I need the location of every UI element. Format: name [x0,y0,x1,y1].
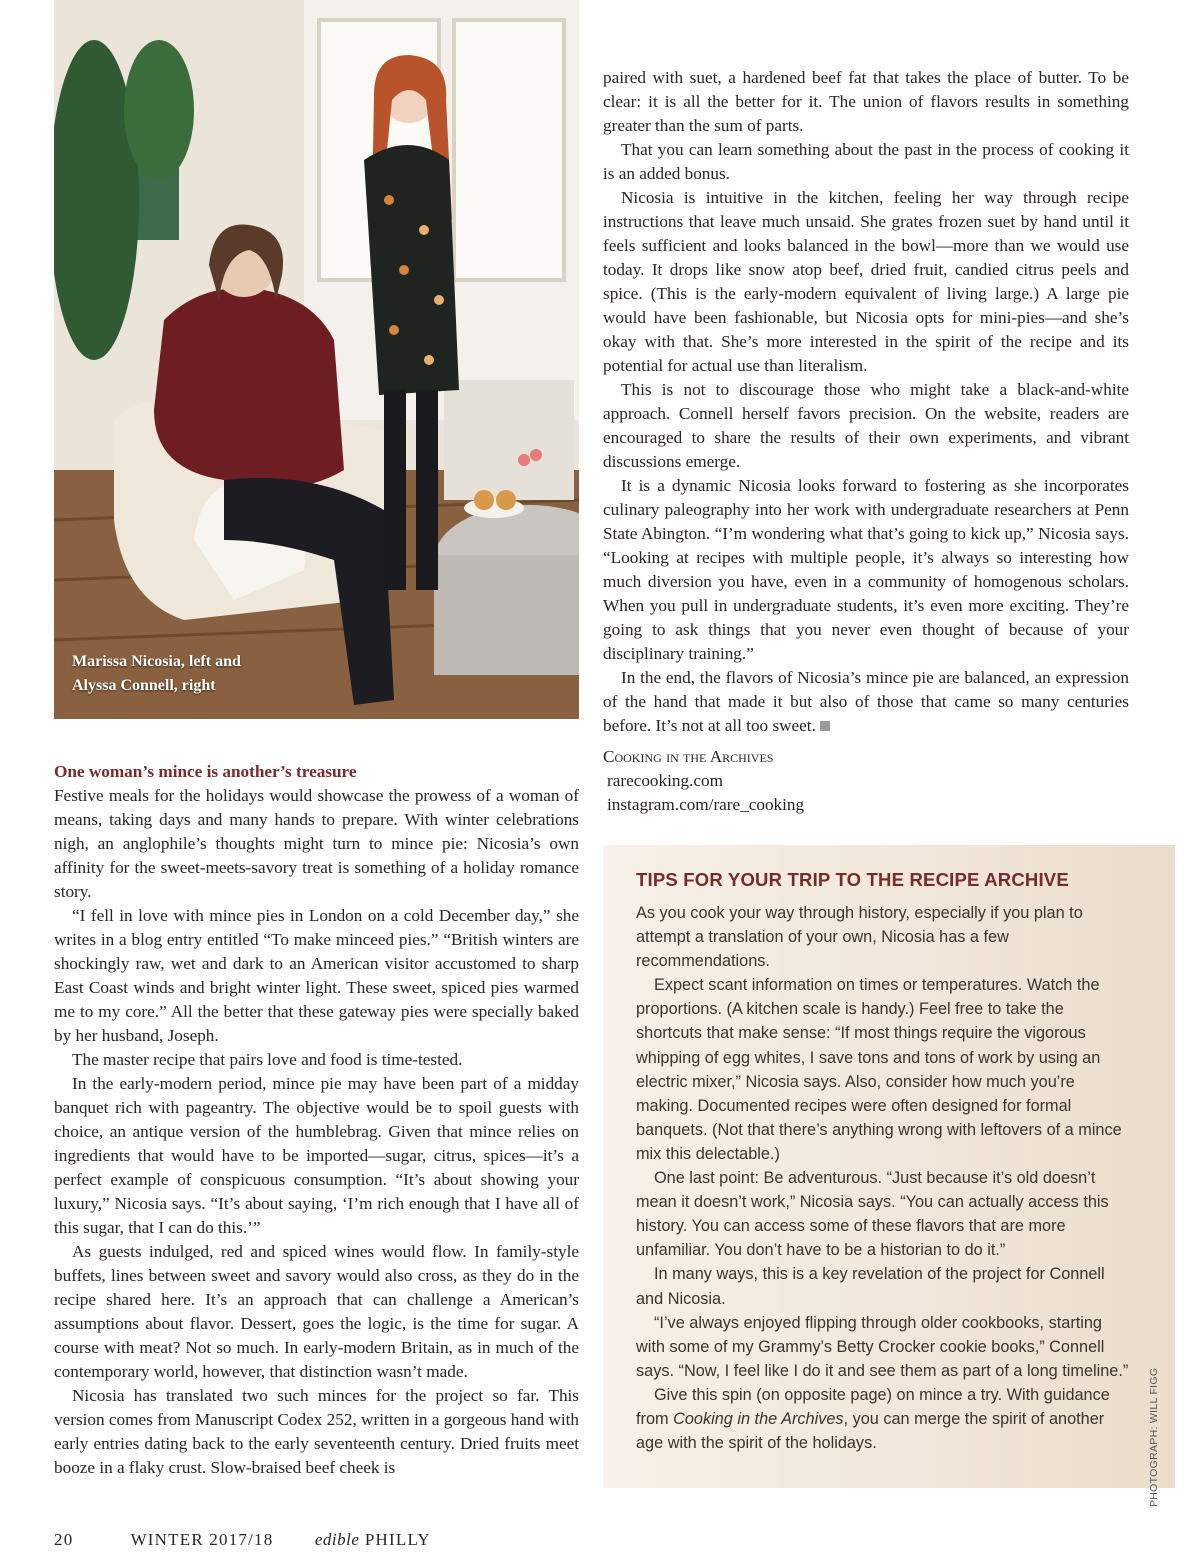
end-mark-icon [820,721,830,731]
paragraph: The master recipe that pairs love and food is time-tested. [72,1050,463,1069]
magazine-name-italic: edible [314,1530,360,1549]
resource-credits [603,745,1129,817]
paragraph-text: In the end, the flavors of Nicosia’s mince pie are balanced, an expression of the hand that made it but also of those that came so many centuries before. It’s not at all too sweet. [603,668,1129,735]
paragraph-final [603,666,1129,738]
tips-paragraph-final [636,1383,1134,1455]
resource-title: Cooking in the Archives [603,747,774,766]
magazine-name: PHILLY [364,1530,431,1549]
paragraph: It is a dynamic Nicosia looks forward to fostering as she incorporates culinary paleography into her work with undergraduate researchers at Penn State Abington. “I’m wondering what that’s going to kick up,” Nicosia says. “Looking at recipes with multiple people, it’s always so interesting how much diversion you have, even in a community of homogenous scholars. When you pull in undergraduate students, it’s even more exciting. They’re going to ask things that you never even thought of because of your disciplinary training.” [603,476,1129,663]
resource-link-website[interactable]: rarecooking.com [607,771,723,790]
resource-link-instagram[interactable]: instagram.com/rare_cooking [607,795,805,814]
page-footer [54,1530,431,1550]
photo-credit [1148,1307,1162,1507]
paragraph: That you can learn something about the past in the process of cooking it is an added bonus. [603,140,1129,183]
tips-body [636,901,1134,1455]
photo-illustration [54,0,579,719]
tips-italic-title: Cooking in the Archives [673,1409,844,1428]
paragraph: Nicosia has translated two such minces for the project so far. This version comes from Manuscript Codex 252, written in a gorgeous hand with early entries dating back to the early seventeenth century. Dried fruits meet booze in a flaky crust. Slow-braised beef cheek is [54,1386,579,1477]
paragraph: Nicosia is intuitive in the kitchen, feeling her way through recipe instructions that leave much unsaid. She grates frozen suet by hand until it feels sufficient and looks balanced in the bowl—more than we would use today. It drops like snow atop beef, dried fruit, candied citrus peels and spice. (This is the early-modern equivalent of living large.) A large pie would have been fashionable, but Nicosia opts for mini-pies—and she’s okay with that. She’s more interested in the spirit of the recipe and its potential for actual use than literalism. [603,188,1129,375]
tips-heading: TIPS FOR YOUR TRIP TO THE RECIPE ARCHIVE [636,869,1069,890]
left-column [54,760,579,1480]
tips-paragraph: Expect scant information on times or temperatures. Watch the proportions. (A kitchen scale is handy.) Feel free to take the shortcuts that make sense: “If most things require the vigorous whipping of egg whites, I save tons and tons of work by using an electric mixer,” Nicosia says. Also, consider how much you’re making. Documented recipes were often designed for formal banquets. (Not that there’s anything wrong with leftovers of a mince mix this delectable.) [636,976,1122,1163]
tips-text: Give this spin (on opposite page) on mince a try. With guidance from [636,1385,1110,1428]
tips-paragraph: As you cook your way through history, especially if you plan to attempt a translation of your own, Nicosia has a few recommendations. [636,904,1083,971]
tips-text: , you can merge the spirit of another age with the spirit of the holidays. [636,1409,1105,1453]
photo-caption [72,650,332,698]
paragraph: “I fell in love with mince pies in London on a cold December day,” she writes in a blog entry entitled “To make minceed pies.” “British winters are shockingly raw, wet and dark to an American visitor accustomed to sharp East Coast winds and bright winter light. These sweet, spiced pies warmed me to my core.” All the better that these gateway pies were specially baked by her husband, Joseph. [54,906,579,1045]
paragraph: As guests indulged, red and spiced wines would flow. In family-style buffets, lines between sweet and savory would also cross, as they do in the recipe shared here. It’s an approach that can challenge a American’s assumptions about flavor. Dessert, goes the logic, is the time for sugar. A course with meat? Not so much. In early-modern Britain, as in much of the contemporary world, however, that distinction wasn’t made. [54,1242,579,1381]
paragraph: Festive meals for the holidays would showcase the prowess of a woman of means, taking days and many hands to prepare. With winter celebrations nigh, an anglophile’s thoughts might turn to mince pie: Nicosia’s own affinity for the sweet-meets-savory treat is something of a holiday romance story. [54,786,579,901]
caption-line-1: Marissa Nicosia, left and [72,653,241,670]
page-number: 20 [54,1530,74,1549]
paragraph: In the early-modern period, mince pie may have been part of a midday banquet rich with pageantry. The objective would be to spoil guests with choice, an antique version of the humblebrag. Given that mince relies on ingredients that would have to be imported—sugar, citrus, spices—it’s a perfect example of conspicuous consumption. “It’s about showing your luxury,” Nicosia says. “It’s about saying, ‘I’m rich enough that I have all of this sugar, that I can do this.’” [54,1074,579,1237]
tips-paragraph: “I’ve always enjoyed flipping through older cookbooks, starting with some of my Grammy’s Betty Crocker cookie books,” Connell says. “Now, I feel like I do it and see them as part of a long timeline.” [636,1313,1129,1380]
tips-paragraph: In many ways, this is a key revelation of the project for Connell and Nicosia. [636,1265,1105,1308]
tips-sidebar [603,845,1175,1488]
tips-paragraph: One last point: Be adventurous. “Just because it’s old doesn’t mean it doesn’t work,” Nicosia says. “You can actually access this history. You can access some of these flavors that are more unfamiliar. You don’t have to be a historian to do it.” [636,1169,1109,1260]
photo-credit-text: PHOTOGRAPH: WILL FIGG [1148,1367,1160,1507]
section-heading: One woman’s mince is another’s treasure [54,762,357,781]
feature-photo [54,0,579,719]
right-column [603,66,1129,738]
caption-line-2: Alyssa Connell, right [72,677,216,694]
paragraph: paired with suet, a hardened beef fat that takes the place of butter. To be clear: it is all the better for it. The union of flavors results in something greater than the sum of parts. [603,68,1129,135]
issue-season: WINTER 2017/18 [130,1530,274,1549]
paragraph: This is not to discourage those who might take a black-and-white approach. Connell herself favors precision. On the website, readers are encouraged to share the results of their own experiments, and vibrant discussions emerge. [603,380,1129,471]
